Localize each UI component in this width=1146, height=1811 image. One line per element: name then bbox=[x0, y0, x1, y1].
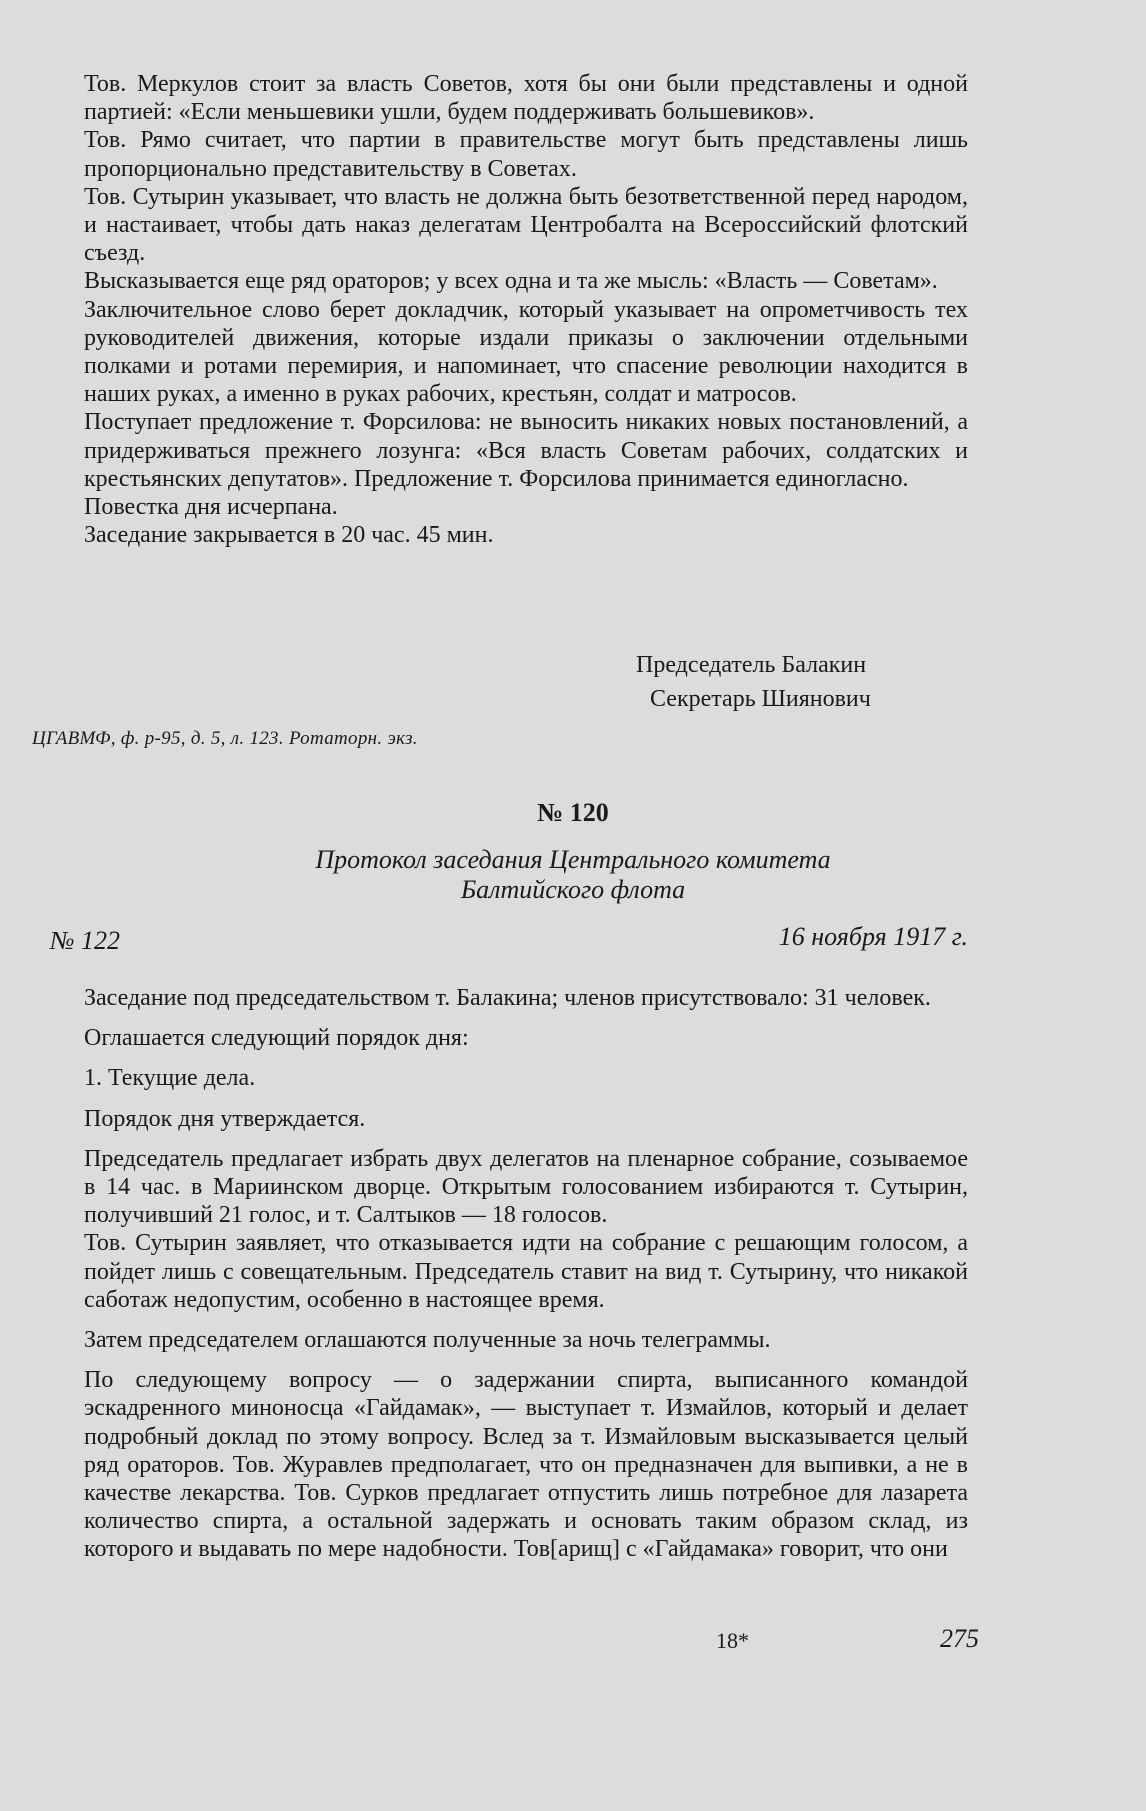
top-text-block bbox=[84, 70, 968, 549]
paragraph: Высказывается еще ряд ораторов; у всех одна и та же мысль: «Власть — Советам». bbox=[84, 268, 938, 295]
protocol-number: № 122 bbox=[50, 926, 121, 955]
paragraph: Поступает предложение т. Форсилова: не выносить никаких новых постановлений, а придерживаться прежнего лозунга: «Вся власть Советам рабочих, солдатских и крестьянских депутатов». Предложение т. Форсилова принимается единогласно. bbox=[84, 409, 968, 492]
paragraph: Заключительное слово берет докладчик, который указывает на опрометчивость тех руководителей движения, которые издали приказы о заключении отдельными полками и ротами перемирия, и напоминает, что спасение революции находится в наших руках, а именно в руках рабочих, крестьян, солдат и матросов. bbox=[84, 296, 968, 408]
paragraph: Тов. Меркулов стоит за власть Советов, хотя бы они были представлены и одной партией: «Если меньшевики ушли, будем поддерживать большевиков». bbox=[84, 71, 968, 126]
paragraph: Порядок дня утверждается. bbox=[84, 1105, 366, 1132]
page-number: 275 bbox=[940, 1624, 979, 1653]
paragraph: Оглашается следующий порядок дня: bbox=[84, 1025, 469, 1052]
paragraph: По следующему вопросу — о задержании спирта, выписанного командой эскадренного миноносца «Гайдамак», — выступает т. Измайлов, который и делает подробный доклад по этому вопросу. Вслед за т. Измайловым высказывается целый ряд ораторов. Тов. Журавлев предполагает, что он предназначен для выпивки, а не в качестве лекарства. Тов. Сурков предлагает отпустить лишь потребное для лазарета количество спирта, а остальной задержать и основать таким образом склад, из которого и выдавать по мере надобности. Тов[арищ] с «Гайдамака» говорит, что они bbox=[84, 1367, 968, 1563]
paragraph: Председатель предлагает избрать двух делегатов на пленарное собрание, созываемое в 14 час. в Мариинском дворце. Открытым голосованием избираются т. Сутырин, получивший 21 голос, и т. Салтыков — 18 голосов. bbox=[84, 1145, 968, 1229]
paragraph: 1. Текущие дела. bbox=[84, 1065, 256, 1092]
document-number: № 120 bbox=[537, 798, 609, 827]
signature-mark: 18* bbox=[716, 1628, 749, 1653]
paragraph: Заседание под председательством т. Балакина; членов присутствовало: 31 человек. bbox=[84, 985, 931, 1011]
chairman-signature: Председатель Балакин bbox=[636, 652, 867, 678]
secretary-signature: Секретарь Шиянович bbox=[650, 686, 871, 712]
document-title-line-1: Протокол заседания Центрального комитета bbox=[315, 845, 831, 874]
bottom-text-block bbox=[84, 984, 968, 1564]
paragraph: Тов. Рямо считает, что партии в правительстве могут быть представлены лишь пропорционально представительству в Советах. bbox=[84, 127, 968, 182]
paragraph: Повестка дня исчерпана. bbox=[84, 494, 338, 521]
paragraph: Заседание закрывается в 20 час. 45 мин. bbox=[84, 522, 494, 549]
document-title bbox=[0, 845, 1146, 905]
paragraph: Затем председателем оглашаются полученные за ночь телеграммы. bbox=[84, 1327, 771, 1354]
paragraph: Тов. Сутырин заявляет, что отказывается идти на собрание с решающим голосом, а пойдет лишь с совещательным. Председатель ставит на вид т. Сутырину, что никакой саботаж недопустим, особенно в настоящее время. bbox=[84, 1230, 968, 1313]
paragraph: Тов. Сутырин указывает, что власть не должна быть безответственной перед народом, и настаивает, чтобы дать наказ делегатам Центробалта на Всероссийский флотский съезд. bbox=[84, 183, 968, 267]
document-title-line-2: Балтийского флота bbox=[460, 875, 686, 904]
protocol-date: 16 ноября 1917 г. bbox=[778, 922, 968, 951]
archive-reference: ЦГАВМФ, ф. р-95, д. 5, л. 123. Ротаторн. экз. bbox=[32, 728, 418, 749]
